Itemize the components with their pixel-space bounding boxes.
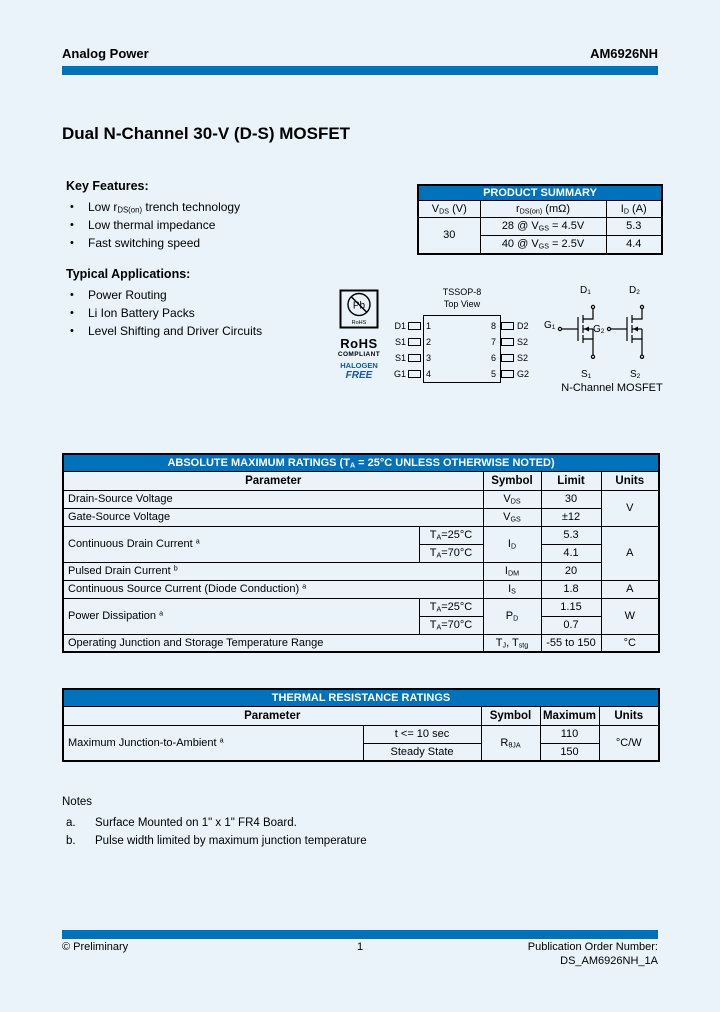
note-item xyxy=(62,814,367,832)
col-units: Units xyxy=(599,706,659,725)
symbol-cell: $I_{DM}$ xyxy=(483,562,541,580)
symbol-cell: $P_D$ xyxy=(483,598,541,634)
col-parameter: Parameter xyxy=(63,706,481,725)
application-item: • Power Routing xyxy=(66,286,386,304)
col-rds-on: $r_{DS(on)}$ (mΩ) xyxy=(480,200,606,217)
col-parameter: Parameter xyxy=(63,471,483,490)
pin-stub xyxy=(408,322,421,330)
param-cell: Continuous Drain Current $^a$ xyxy=(63,526,419,562)
abs-max-title: ABSOLUTE MAXIMUM RATINGS ($T_A = 25^\circ C$ UNLESS OTHERWISE NOTED) xyxy=(63,454,659,471)
pin-number: 6 xyxy=(490,353,496,363)
col-units: Units xyxy=(601,471,659,490)
halogen-label: HALOGEN xyxy=(340,361,378,370)
pin-row xyxy=(481,337,528,347)
rohs-pb-free-icon xyxy=(339,289,379,329)
part-number: AM6926NH xyxy=(590,46,658,61)
package-name: TSSOP-8 xyxy=(442,287,482,297)
product-summary-title: PRODUCT SUMMARY xyxy=(418,185,662,200)
param-cell: Continuous Source Current (Diode Conduction) $^a$ xyxy=(63,580,483,598)
rohs-label: RoHS xyxy=(340,336,378,351)
key-features-heading: Key Features: xyxy=(66,179,149,193)
s2-label: $S_2$ xyxy=(630,369,641,381)
pin-number: 7 xyxy=(490,337,496,347)
col-limit: Limit xyxy=(541,471,601,490)
symbol-cell: $V_{GS}$ xyxy=(483,508,541,526)
limit-cell: ±12 xyxy=(541,508,601,526)
condition-cell: t <= 10 sec xyxy=(363,725,481,743)
application-item: • Li Ion Battery Packs xyxy=(66,304,386,322)
pin-label: D1 xyxy=(394,321,406,331)
footer xyxy=(62,941,658,953)
param-cell: Gate-Source Voltage xyxy=(63,508,483,526)
absolute-maximum-ratings-table xyxy=(62,453,660,653)
applications-heading: Typical Applications: xyxy=(66,267,191,281)
package-view-label: Top View xyxy=(443,299,481,309)
rohs-badge xyxy=(336,289,382,381)
pin-number: 1 xyxy=(426,321,432,331)
units-cell: V xyxy=(601,490,659,526)
id-cell: 5.3 xyxy=(606,217,662,235)
col-maximum: Maximum xyxy=(540,706,599,725)
limit-cell: 30 xyxy=(541,490,601,508)
rds-cell: 28 @ $V_{GS} = 4.5V$ xyxy=(480,217,606,235)
notes-section xyxy=(62,796,367,850)
units-cell: A xyxy=(601,526,659,580)
pin-stub xyxy=(408,370,421,378)
header-rule xyxy=(62,66,658,75)
pin-row xyxy=(481,353,528,363)
company-name: Analog Power xyxy=(62,46,149,61)
pin-stub xyxy=(408,354,421,362)
g1-label: $G_1$ xyxy=(544,320,556,332)
limit-cell: 20 xyxy=(541,562,601,580)
pin-stub xyxy=(501,370,514,378)
rohs-compliant-label: COMPLIANT xyxy=(337,351,381,358)
limit-cell: 4.1 xyxy=(541,544,601,562)
key-features-section xyxy=(66,179,386,252)
note-text: Surface Mounted on 1" x 1" FR4 Board. xyxy=(95,817,297,829)
symbol-cell: $T_J$, $T_{stg}$ xyxy=(483,634,541,652)
param-cell: Drain-Source Voltage xyxy=(63,490,483,508)
pin-stub xyxy=(501,322,514,330)
id-cell: 4.4 xyxy=(606,235,662,254)
thermal-resistance-table xyxy=(62,688,660,762)
thermal-title: THERMAL RESISTANCE RATINGS xyxy=(63,689,659,706)
footer-rule xyxy=(62,930,658,939)
note-letter: a. xyxy=(66,817,76,829)
pin-stub xyxy=(501,354,514,362)
condition-cell: $T_A=25^\circ C$ xyxy=(419,598,483,616)
footer-copyright: © Preliminary xyxy=(62,941,129,953)
schematic-caption: N-Channel MOSFET xyxy=(561,382,663,394)
col-symbol: Symbol xyxy=(481,706,540,725)
g2-label: $G_2$ xyxy=(593,324,605,336)
units-cell: A xyxy=(601,580,659,598)
symbol-cell: $I_S$ xyxy=(483,580,541,598)
pin-number: 2 xyxy=(426,337,432,347)
param-cell: Pulsed Drain Current $^b$ xyxy=(63,562,483,580)
units-cell: °C xyxy=(601,634,659,652)
limit-cell: 1.8 xyxy=(541,580,601,598)
pin-label: D2 xyxy=(517,321,529,331)
pin-row xyxy=(481,321,529,331)
notes-heading: Notes xyxy=(62,796,93,808)
application-item: • Level Shifting and Driver Circuits xyxy=(66,322,386,340)
param-cell: Operating Junction and Storage Temperature Range xyxy=(63,634,483,652)
maximum-cell: 110 xyxy=(540,725,599,743)
pin-row xyxy=(386,321,431,331)
pin-label: S2 xyxy=(517,337,529,347)
d1-label: $D_1$ xyxy=(580,285,591,297)
condition-cell: Steady State xyxy=(363,743,481,761)
package-section xyxy=(330,285,680,405)
feature-item: • Fast switching speed xyxy=(66,234,386,252)
limit-cell: 0.7 xyxy=(541,616,601,634)
symbol-cell: $V_{DS}$ xyxy=(483,490,541,508)
limit-cell: -55 to 150 xyxy=(541,634,601,652)
condition-cell: $T_A=25^\circ C$ xyxy=(419,526,483,544)
maximum-cell: 150 xyxy=(540,743,599,761)
s1-label: $S_1$ xyxy=(581,369,592,381)
note-text: Pulse width limited by maximum junction temperature xyxy=(95,835,367,847)
pin-row xyxy=(386,337,431,347)
param-cell: Maximum Junction-to-Ambient $^a$ xyxy=(63,725,363,761)
param-cell: Power Dissipation $^a$ xyxy=(63,598,419,634)
symbol-cell: $I_D$ xyxy=(483,526,541,562)
rds-cell: 40 @ $V_{GS} = 2.5V$ xyxy=(480,235,606,254)
condition-cell: $T_A=70^\circ C$ xyxy=(419,616,483,634)
condition-cell: $T_A=70^\circ C$ xyxy=(419,544,483,562)
pin-number: 4 xyxy=(426,369,432,379)
note-item xyxy=(62,832,367,850)
product-summary-table xyxy=(417,184,663,255)
pin-stub xyxy=(408,338,421,346)
pin-stub xyxy=(501,338,514,346)
vds-value-cell: 30 xyxy=(418,217,480,254)
pin-row xyxy=(386,369,431,379)
page-title: Dual N-Channel 30-V (D-S) MOSFET xyxy=(62,124,351,143)
col-vds: $V_{DS}$ (V) xyxy=(418,200,480,217)
rohs-inner-text: RoHS xyxy=(351,320,367,326)
note-letter: b. xyxy=(66,835,76,847)
pb-text: Pb xyxy=(352,300,366,312)
pin-number: 5 xyxy=(490,369,496,379)
units-cell: °C/W xyxy=(599,725,659,761)
pin-row xyxy=(481,369,529,379)
pin-label: S1 xyxy=(394,337,406,347)
limit-cell: 1.15 xyxy=(541,598,601,616)
mosfet-symbols-icon xyxy=(540,297,670,369)
units-cell: W xyxy=(601,598,659,634)
pin-label: S1 xyxy=(394,353,406,363)
limit-cell: 5.3 xyxy=(541,526,601,544)
publication-order-number: DS_AM6926NH_1A xyxy=(560,955,658,967)
feature-item: • Low thermal impedance xyxy=(66,216,386,234)
pin-number: 3 xyxy=(426,353,432,363)
pin-label: G1 xyxy=(393,369,406,379)
col-symbol: Symbol xyxy=(483,471,541,490)
halogen-free-label: FREE xyxy=(345,370,373,381)
symbol-cell: $R_{\theta JA}$ xyxy=(481,725,540,761)
pin-label: S2 xyxy=(517,353,529,363)
page-number: 1 xyxy=(356,941,364,953)
d2-label: $D_2$ xyxy=(629,285,640,297)
publication-order-label: Publication Order Number: xyxy=(527,941,658,953)
col-id: $I_D$ (A) xyxy=(606,200,662,217)
pin-row xyxy=(386,353,431,363)
feature-item: • Low $r_{DS(on)}$ trench technology xyxy=(66,198,386,216)
pin-label: G2 xyxy=(517,369,530,379)
pin-number: 8 xyxy=(490,321,496,331)
